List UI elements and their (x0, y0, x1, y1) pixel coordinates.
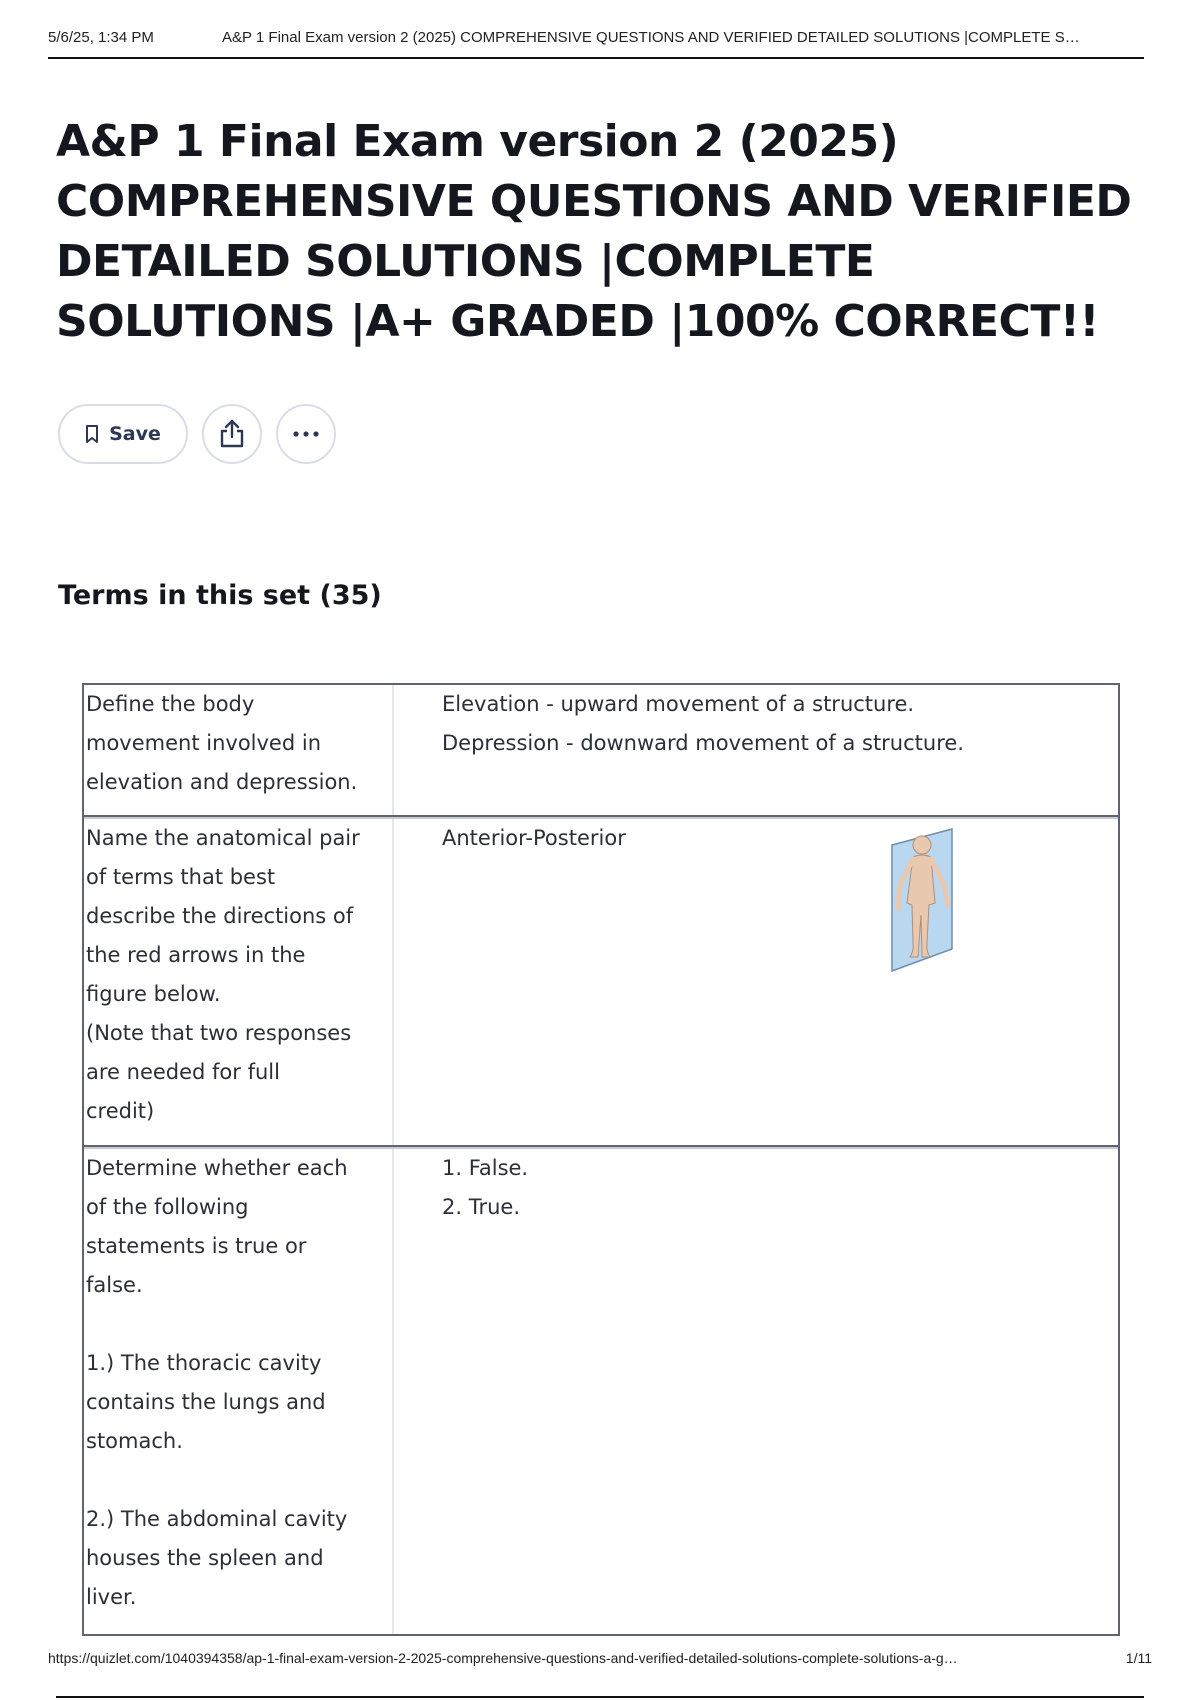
definition-text: Anterior-Posterior (442, 826, 626, 850)
share-button[interactable] (202, 404, 262, 464)
footer-divider (56, 1696, 1144, 1698)
print-timestamp: 5/6/25, 1:34 PM (48, 29, 154, 46)
print-header (48, 29, 1144, 59)
term-text: Determine whether each of the following statements is true or false. 1.) The thoracic cavity contains the lungs and stomach. 2.) The abdominal cavity houses the spleen and liver. (84, 1149, 394, 1634)
terms-heading: Terms in this set (35) (58, 580, 382, 611)
share-icon (219, 419, 245, 449)
term-text: Name the anatomical pair of terms that best describe the directions of the red arrows in the figure below. (Note that two responses are needed for full credit) (84, 819, 394, 1145)
page-number: 1/11 (1125, 1650, 1152, 1666)
term-row (84, 1147, 1118, 1636)
print-url: https://quizlet.com/1040394358/ap-1-final-exam-version-2-2025-comprehensive-questions-and-verified-detailed-solutions-complete-solutions-a-g… (48, 1650, 958, 1666)
page-title: A&P 1 Final Exam version 2 (2025) COMPREHENSIVE QUESTIONS AND VERIFIED DETAILED SOLUTIONS |COMPLETE SOLUTIONS |A+ GRADED |100% CORRECT!! (56, 116, 1132, 347)
definition-text: Elevation - upward movement of a structure. Depression - downward movement of a structure. (442, 692, 964, 755)
bookmark-icon (85, 424, 99, 444)
save-label: Save (109, 423, 161, 445)
term-text: Define the body movement involved in elevation and depression. (84, 685, 394, 815)
definition-text: 1. False. 2. True. (442, 1156, 529, 1219)
more-options-button[interactable] (276, 404, 336, 464)
anatomical-figure-image (880, 825, 1000, 973)
term-row (84, 685, 1118, 817)
save-button[interactable] (58, 404, 188, 464)
more-icon (292, 430, 320, 438)
print-page-title: A&P 1 Final Exam version 2 (2025) COMPREHENSIVE QUESTIONS AND VERIFIED DETAILED SOLUTIONS |COMPLETE S… (222, 29, 1080, 46)
